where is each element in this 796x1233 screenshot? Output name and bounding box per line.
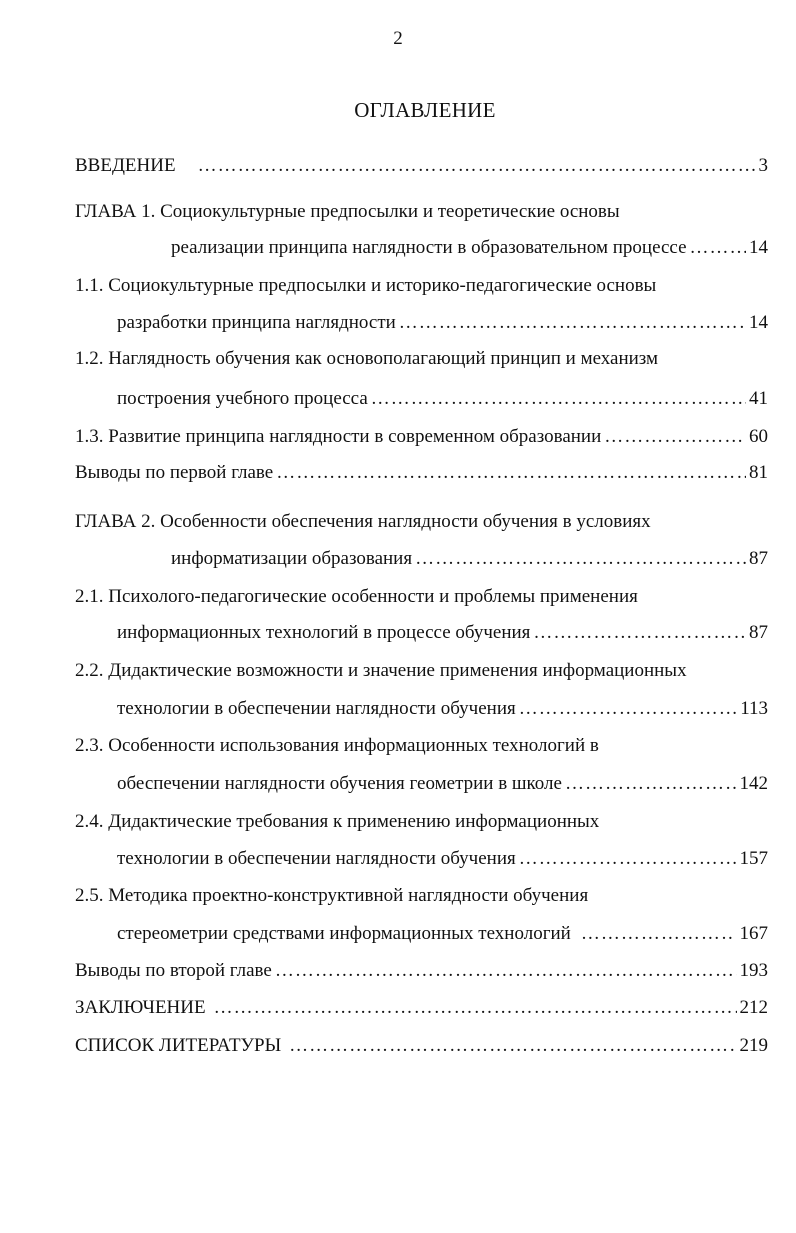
toc-entry-section-1-2 xyxy=(117,387,768,411)
toc-entry-section-2-3 xyxy=(117,772,768,796)
toc-entry-label: информатизации образования xyxy=(171,548,413,569)
toc-section-1-1-heading: 1.1. Социокультурные предпосылки и историко-педагогические основы xyxy=(75,275,657,296)
toc-entry-introduction xyxy=(75,154,768,178)
toc-entry-label: 1.3. Развитие принципа наглядности в современном образовании xyxy=(75,426,602,447)
toc-entry-conclusions-chapter-2 xyxy=(75,959,768,983)
toc-entry-page: 212 xyxy=(739,997,768,1018)
toc-entry-label: ЗАКЛЮЧЕНИЕ xyxy=(75,997,206,1018)
toc-section-2-3-heading: 2.3. Особенности использования информационных технологий в xyxy=(75,735,599,756)
toc-entry-conclusion xyxy=(75,996,768,1020)
toc-section-2-5-heading: 2.5. Методика проектно-конструктивной наглядности обучения xyxy=(75,885,589,906)
dot-leader xyxy=(519,697,737,721)
toc-entry-section-2-5 xyxy=(117,922,768,946)
toc-entry-section-1-3 xyxy=(75,425,768,449)
toc-entry-page: 193 xyxy=(739,960,768,981)
toc-section-2-1-heading: 2.1. Психолого-педагогические особенности и проблемы применения xyxy=(75,586,638,607)
toc-entry-label: СПИСОК ЛИТЕРАТУРЫ xyxy=(75,1035,282,1056)
toc-entry-label: Выводы по первой главе xyxy=(75,462,274,483)
dot-leader xyxy=(198,154,756,178)
toc-entry-label: информационных технологий в процессе обучения xyxy=(117,622,531,643)
toc-entry-page: 14 xyxy=(749,312,768,333)
dot-leader xyxy=(604,425,746,449)
dot-leader xyxy=(565,772,737,796)
dot-leader xyxy=(399,311,746,335)
toc-entry-label: реализации принципа наглядности в образовательном процессе xyxy=(171,237,687,258)
dot-leader xyxy=(214,996,737,1020)
toc-entry-page: 41 xyxy=(749,388,768,409)
toc-entry-page: 167 xyxy=(739,923,768,944)
dot-leader xyxy=(533,621,746,645)
dot-leader xyxy=(276,461,746,485)
dot-leader xyxy=(690,236,746,260)
toc-entry-page: 142 xyxy=(739,773,768,794)
toc-section-2-4-heading: 2.4. Дидактические требования к применению информационных xyxy=(75,811,600,832)
toc-entry-section-2-4 xyxy=(117,847,768,871)
toc-chapter-2-heading: ГЛАВА 2. Особенности обеспечения наглядности обучения в условиях xyxy=(75,511,651,532)
toc-entry-chapter-1 xyxy=(171,236,768,260)
dot-leader xyxy=(371,387,746,411)
toc-entry-conclusions-chapter-1 xyxy=(75,461,768,485)
toc-entry-bibliography xyxy=(75,1034,768,1058)
dot-leader xyxy=(415,547,746,571)
toc-section-2-2-heading: 2.2. Дидактические возможности и значение применения информационных xyxy=(75,660,687,681)
toc-entry-page: 157 xyxy=(739,848,768,869)
toc-entry-label: обеспечении наглядности обучения геометрии в школе xyxy=(117,773,562,794)
toc-entry-section-2-1 xyxy=(117,621,768,645)
toc-entry-section-1-1 xyxy=(117,311,768,335)
toc-entry-page: 219 xyxy=(739,1035,768,1056)
toc-entry-page: 87 xyxy=(749,548,768,569)
toc-entry-page: 87 xyxy=(749,622,768,643)
toc-entry-label: построения учебного процесса xyxy=(117,388,368,409)
toc-entry-page: 60 xyxy=(749,426,768,447)
dot-leader xyxy=(519,847,737,871)
page-number: 2 xyxy=(393,28,403,49)
dot-leader xyxy=(275,959,737,983)
toc-entry-page: 3 xyxy=(758,155,768,176)
toc-title: ОГЛАВЛЕНИЕ xyxy=(354,98,496,122)
toc-entry-label: Выводы по второй главе xyxy=(75,960,272,981)
toc-entry-page: 113 xyxy=(740,698,768,719)
toc-entry-label: ВВЕДЕНИЕ xyxy=(75,155,176,176)
toc-entry-chapter-2 xyxy=(171,547,768,571)
toc-entry-label: технологии в обеспечении наглядности обучения xyxy=(117,848,516,869)
toc-entry-label: стереометрии средствами информационных технологий xyxy=(117,923,571,944)
toc-section-1-2-heading: 1.2. Наглядность обучения как основополагающий принцип и механизм xyxy=(75,348,659,369)
toc-entry-page: 81 xyxy=(749,462,768,483)
dot-leader xyxy=(581,922,732,946)
dot-leader xyxy=(289,1034,736,1058)
toc-entry-label: технологии в обеспечении наглядности обучения xyxy=(117,698,516,719)
toc-entry-section-2-2 xyxy=(117,697,768,721)
toc-entry-label: разработки принципа наглядности xyxy=(117,312,396,333)
toc-entry-page: 14 xyxy=(749,237,768,258)
toc-chapter-1-heading: ГЛАВА 1. Социокультурные предпосылки и теоретические основы xyxy=(75,201,620,222)
